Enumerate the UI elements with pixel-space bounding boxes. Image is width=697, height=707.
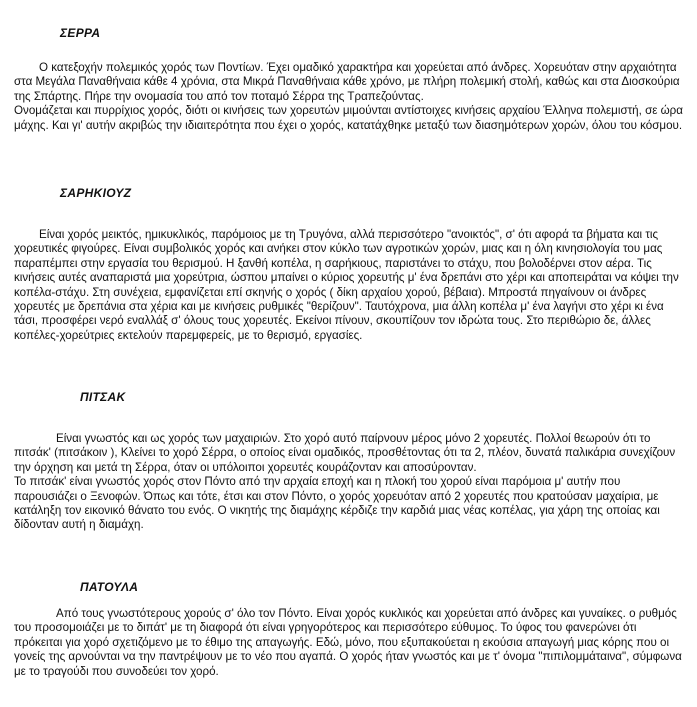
section-body-pitsak: [14, 432, 686, 533]
section-title-patoula: ΠΑΤΟΥΛΑ: [80, 580, 139, 594]
section-title-serra: ΣΕΡΡΑ: [60, 26, 101, 40]
paragraph: Ονομάζεται και πυρρίχιος χορός, διότι οι κινήσεις των χορευτών μιμούνται αντίστοιχες κινήσεις αρχαίου Έλληνα πολεμιστή, σε ώρα μάχης. Και γι' αυτήν ακριβώς την ιδιαιτερότητα που έχει ο χορός, κατατάχθηκε μεταξύ των διασημότερων χορών, όλου του κόσμου.: [14, 104, 683, 132]
paragraph: Ο κατεξοχήν πολεμικός χορός των Ποντίων. Έχει ομαδικό χαρακτήρα και χορεύεται από άνδρες. Χορευόταν στην αρχαιότητα στα Μεγάλα Παναθήναια κάθε 4 χρόνια, στα Μικρά Παναθήναια κάθε χρόνο, με πλήρη πολεμική στολή, καθώς και στα Διοσκούρια της Σπάρτης. Πήρε την ονομασία του από τον ποταμό Σέρρα της Τραπεζούντας.: [14, 61, 680, 103]
paragraph: Είναι γνωστός και ως χορός των μαχαιριών. Στο χορό αυτό παίρνουν μέρος μόνο 2 χορευτές. Πολλοί θεωρούν ότι το πιτσάκ' (πιτσάκοιν ), Κλείνει το χορό Σέρρα, ο οποίος είναι ομαδικός, προσθέτοντας ότι τα 2, πλέον, δυνατά παλικάρια συνεχίζουν την όρχηση και μετά τη Σέρρα, όταν οι υπόλοιποι χορευτές κουράζονταν και αποσύρονταν.: [14, 432, 676, 474]
section-title-pitsak: ΠΙΤΣΑΚ: [80, 390, 126, 404]
section-body-sarikiouz: [14, 228, 686, 343]
paragraph: Το πιτσάκ' είναι γνωστός χορός στον Πόντο από την αρχαία εποχή και η πλοκή του χορού είναι παρόμοια μ' αυτήν που παρουσιάζει ο Ξενοφών. Όπως και τότε, έτσι και στον Πόντο, ο χορός χορευόταν από 2 χορευτές που κρατούσαν μαχαίρια, με κατάληξη τον εικονικό θάνατο του ενός. Ο νικητής της διαμάχης κέρδιζε την καρδιά μιας νέας κοπέλας, για χάρη της οποίας και δίδονταν αυτή η διαμάχη.: [14, 475, 660, 532]
section-title-sarikiouz: ΣΑΡΗΚΙΟΥΖ: [60, 186, 132, 200]
section-body-patoula: [14, 607, 686, 679]
section-body-serra: [14, 61, 686, 133]
paragraph: Από τους γνωστότερους χορούς σ' όλο τον Πόντο. Είναι χορός κυκλικός και χορεύεται από άνδρες και γυναίκες. ο ρυθμός του προσομοιάζει με το διπάτ' με τη διαφορά ότι είναι γρηγορότερος και περισσότερο εύθυμος. Το ύφος του φανερώνει ότι πρόκειται για χορό σχετιζόμενο με το έθιμο της απαγωγής. Εδώ, μόνο, που εξυπακούεται η εκούσια απαγωγή μιας κόρης που οι γονείς της αρνούνται να την παντρέψουν με το νέο που αγαπά. Ο χορός ήταν γνωστός και με τ' όνομα "πιπιλομμάταινα", σύμφωνα με το τραγούδι που συνοδεύει τον χορό.: [14, 607, 682, 678]
paragraph: Είναι χορός μεικτός, ημικυκλικός, παρόμοιος με τη Τρυγόνα, αλλά περισσότερο "ανοικτός", σ' ότι αφορά τα βήματα και τις χορευτικές φιγούρες. Είναι συμβολικός χορός και ανήκει στον κύκλο των αγροτικών χορών, μιας και η όλη κινησιολογία του μας παραπέμπει στην εργασία του θερισμού. Η ξανθή κοπέλα, η σαρήκιους, παριστάνει το στάχυ, που βολοδέρνει στον αέρα. Τις κινήσεις αυτές αναπαριστά μια χορεύτρια, ώσπου μπαίνει ο κύριος χορευτής μ' ένα δρεπάνι στο χέρι και αποπειράται να κόψει την κοπέλα-στάχυ. Στη συνέχεια, εμφανίζεται επί σκηνής ο χορός ( δίκη αρχαίου χορού, βέβαια). Μπροστά πηγαίνουν οι άνδρες χορευτές με δρεπάνια στα χέρια και με κινήσεις ρυθμικές "θερίζουν". Ταυτόχρονα, μια άλλη κοπέλα μ' ένα λαγήνι στο χέρι κι ένα τάσι, προσφέρει νερό εναλλάξ σ' όλους τους χορευτές. Εκείνοι πίνουν, σκουπίζουν τον ιδρώτα τους. Στο περιθώριο δε, άλλες κοπέλες-χορεύτριες εκτελούν παρεμφερείς, με το θερισμό, εργασίες.: [14, 228, 679, 342]
